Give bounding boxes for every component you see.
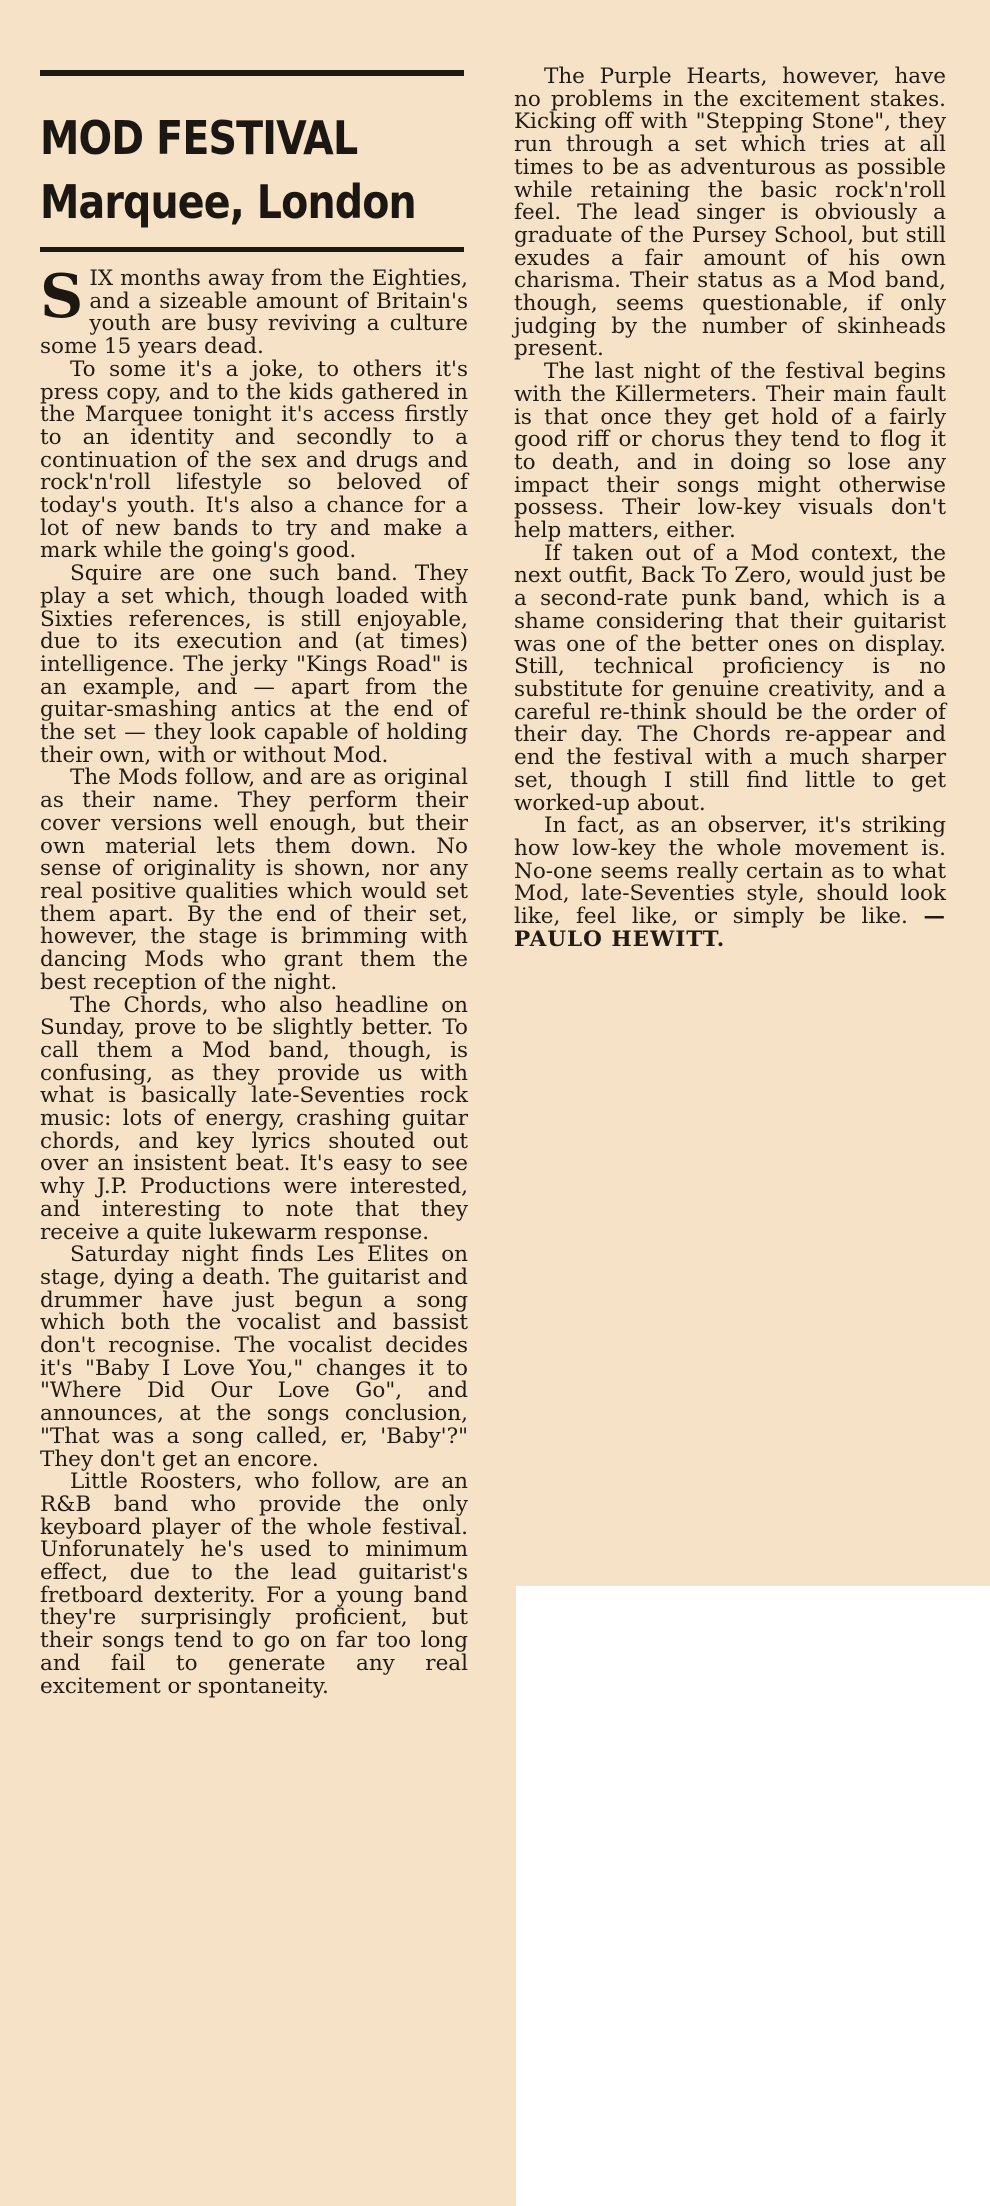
paragraph-6: Saturday night finds Les Elites on stage, dying a death. The guitarist and drummer have just begun a song which both the vocalist and bassist don't recognise. The vocalist decides it's "Baby I Love You," changes it to "Where Did Our Love Go", and announces, at the songs conclusion, "That was a song called, er, 'Baby'?" They don't get an encore. xyxy=(40,1242,468,1472)
paragraph-7: Little Roosters, who follow, are an R&B band who provide the only keyboard player of the whole festival. Unforunately he's used to minimum effect, due to the lead guitarist's fretboard dexterity. For a young band they're surprisingly proficient, but their songs tend to go on far too long and fail to generate any real excitement or spontaneity. xyxy=(40,1469,468,1699)
paragraph-9: The last night of the festival begins with the Killermeters. Their main fault is that once they get hold of a fairly good riff or chorus they tend to flog it to death, and in doing so lose any impact their songs might otherwise possess. Their low-key visuals don't help matters, either. xyxy=(514,359,946,544)
left-column xyxy=(40,262,468,1699)
paragraph-2: To some it's a joke, to others it's press copy, and to the kids gathered in the Marquee tonight it's access firstly to an identity and secondly to a continuation of the sex and drugs and rock'n'roll lifestyle so beloved of today's youth. It's also a chance for a lot of new bands to try and make a mark while the going's good. xyxy=(40,356,468,564)
headline-top-rule xyxy=(40,70,464,76)
right-column xyxy=(514,66,946,951)
paragraph-5: The Chords, who also headline on Sunday, prove to be slightly better. To call them a Mod band, though, is confusing, as they provide us with what is basically late-Seventies rock music: lots of energy, crashing guitar chords, and key lyrics shouted out over an insistent beat. It's easy to see why J.P. Productions were interested, and interesting to note that they receive a quite lukewarm response. xyxy=(40,992,468,1245)
headline-bottom-rule xyxy=(40,247,464,252)
paragraph-1 xyxy=(40,262,468,360)
headline-title: MOD FESTIVAL xyxy=(40,111,358,165)
paragraph-3: Squire are one such band. They play a set which, though loaded with Sixties references, is still enjoyable, due to its execution and (at times) intelligence. The jerky "Kings Road" is an example, and — apart from the guitar-smashing antics at the end of the set — they look capable of holding their own, with or without Mod. xyxy=(40,561,468,768)
drop-cap: S xyxy=(40,262,84,332)
paragraph-10: If taken out of a Mod context, the next outfit, Back To Zero, would just be a second-rate punk band, which is a shame considering that their guitarist was one of the better ones on display. Still, technical proficiency is no substitute for genuine creativity, and a careful re-think should be the order of their day. The Chords re-appear and end the festival with a much sharper set, though I still find little to get worked-up about. xyxy=(514,540,946,816)
paragraph-4: The Mods follow, and are as original as their name. They perform their cover versions well enough, but their own material lets them down. No sense of originality is shown, nor any real positive qualities which would set them apart. By the end of their set, however, the stage is brimming with dancing Mods who grant them the best reception of the night. xyxy=(40,765,468,995)
blank-area xyxy=(516,1586,990,2206)
paragraph-1-text: IX months away from the Eighties, and a sizeable amount of Britain's youth are busy reviving a culture some 15 years dead. xyxy=(40,266,468,360)
paragraph-11-text: In fact, as an observer, it's striking how low-key the whole movement is. No-one seems really certain as to what Mod, late-Seventies style, should look like, feel like, or simply be like. xyxy=(514,813,946,930)
paragraph-8: The Purple Hearts, however, have no problems in the excitement stakes. Kicking off with "Stepping Stone", they run through a set which tries at all times to be as adventurous as possible while retaining the basic rock'n'roll feel. The lead singer is obviously a graduate of the Pursey School, but still exudes a fair amount of his own charisma. Their status as a Mod band, though, seems questionable, if only judging by the number of skinheads present. xyxy=(514,64,946,362)
headline xyxy=(40,106,416,234)
byline: — PAULO HEWITT. xyxy=(514,904,947,952)
paragraph-11 xyxy=(514,815,946,951)
headline-venue: Marquee, London xyxy=(40,175,416,229)
